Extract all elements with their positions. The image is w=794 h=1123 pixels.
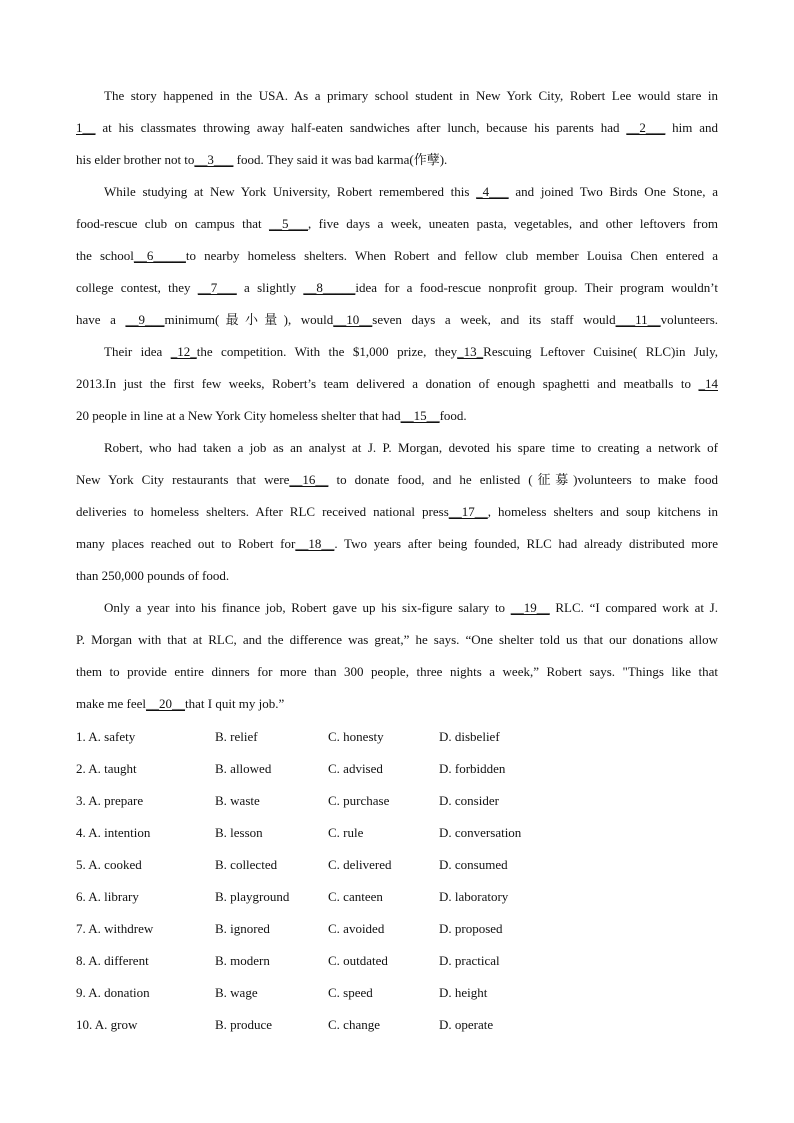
passage-text: college contest, they bbox=[76, 280, 198, 295]
passage-line bbox=[76, 214, 718, 234]
passage-text: P. Morgan with that at RLC, and the difference was great,” he says. “One shelter told us that our donations allow bbox=[76, 632, 718, 647]
option-a: 4. A. intention bbox=[76, 825, 151, 840]
answer-blank: __17__ bbox=[448, 504, 488, 519]
passage-line bbox=[76, 694, 718, 714]
answer-blank: __7___ bbox=[197, 280, 237, 295]
answer-blank: __15__ bbox=[400, 408, 440, 423]
answer-blank: __6_____ bbox=[133, 248, 186, 263]
question-row bbox=[76, 791, 718, 811]
option-b: B. modern bbox=[215, 953, 270, 968]
passage-text: RLC. “I compared work at J. bbox=[549, 600, 718, 615]
option-c: C. canteen bbox=[328, 889, 383, 904]
option-a: 8. A. different bbox=[76, 953, 149, 968]
answer-blank: ___11__ bbox=[615, 312, 661, 327]
passage-line bbox=[76, 502, 718, 522]
option-b: B. relief bbox=[215, 729, 258, 744]
passage-text: New York City restaurants that were bbox=[76, 472, 290, 487]
passage-text: minimum(最小量), would bbox=[164, 312, 334, 327]
passage-line bbox=[76, 534, 718, 554]
option-d: D. conversation bbox=[439, 825, 522, 840]
option-d: D. proposed bbox=[439, 921, 503, 936]
option-d: D. forbidden bbox=[439, 761, 506, 776]
option-a: 6. A. library bbox=[76, 889, 139, 904]
answer-blank: __5___ bbox=[269, 216, 308, 231]
passage-text: them to provide entire dinners for more than 300 people, three nights a week,” Robert says. "Things like that bbox=[76, 664, 718, 679]
question-row bbox=[76, 727, 718, 747]
passage-line bbox=[76, 374, 718, 394]
passage-line bbox=[76, 150, 718, 170]
passage-text: Rescuing Leftover Cuisine( RLC)in July, bbox=[483, 344, 718, 359]
passage-line bbox=[76, 342, 718, 362]
passage-text: Only a year into his finance job, Robert gave up his six-figure salary to bbox=[104, 600, 511, 615]
passage-line bbox=[76, 118, 718, 138]
question-row bbox=[76, 951, 718, 971]
passage-text: 20 people in line at a New York City homeless shelter that had bbox=[76, 408, 401, 423]
passage-text: his elder brother not to bbox=[76, 152, 195, 167]
passage-text: While studying at New York University, Robert remembered this bbox=[104, 184, 477, 199]
option-d: D. consider bbox=[439, 793, 499, 808]
option-b: B. collected bbox=[215, 857, 278, 872]
answer-blank: __9___ bbox=[125, 312, 165, 327]
passage-text: than 250,000 pounds of food. bbox=[76, 568, 230, 583]
question-row bbox=[76, 823, 718, 843]
passage-text: volunteers. bbox=[660, 312, 719, 327]
option-a: 3. A. prepare bbox=[76, 793, 144, 808]
option-a: 2. A. taught bbox=[76, 761, 137, 776]
option-d: D. disbelief bbox=[439, 729, 500, 744]
passage-text: The story happened in the USA. As a primary school student in New York City, Robert Lee would stare in bbox=[104, 88, 718, 103]
answer-blank: __20__ bbox=[146, 696, 186, 711]
passage-line bbox=[76, 86, 718, 106]
option-b: B. allowed bbox=[215, 761, 272, 776]
passage-text: deliveries to homeless shelters. After RLC received national press bbox=[76, 504, 449, 519]
passage-line bbox=[76, 630, 718, 650]
passage-text: and joined Two Birds One Stone, a bbox=[508, 184, 718, 199]
passage-text: food-rescue club on campus that bbox=[76, 216, 269, 231]
passage-text: seven days a week, and its staff would bbox=[372, 312, 616, 327]
passage-text: , five days a week, uneaten pasta, vegetables, and other leftovers from bbox=[308, 216, 718, 231]
passage-line bbox=[76, 598, 718, 618]
passage-text: food. They said it was bad karma(作孽). bbox=[233, 152, 448, 167]
passage-text: Robert, who had taken a job as an analyst at J. P. Morgan, devoted his spare time to creating a network of bbox=[104, 440, 718, 455]
passage-line bbox=[76, 310, 718, 330]
passage-line bbox=[76, 406, 718, 426]
passage-text: a slightly bbox=[236, 280, 304, 295]
passage-text: that I quit my job.” bbox=[185, 696, 285, 711]
passage-text: many places reached out to Robert for bbox=[76, 536, 296, 551]
option-c: C. speed bbox=[328, 985, 373, 1000]
passage-line bbox=[76, 182, 718, 202]
option-a: 1. A. safety bbox=[76, 729, 136, 744]
answer-blank: __10__ bbox=[333, 312, 373, 327]
option-c: C. outdated bbox=[328, 953, 388, 968]
passage-text: . Two years after being founded, RLC had already distributed more bbox=[334, 536, 718, 551]
option-b: B. waste bbox=[215, 793, 260, 808]
answer-blank: _14 bbox=[698, 376, 718, 391]
answer-blank: __19__ bbox=[510, 600, 550, 615]
passage-text: make me feel bbox=[76, 696, 147, 711]
passage-text: idea for a food-rescue nonprofit group. Their program wouldn’t bbox=[355, 280, 718, 295]
question-row bbox=[76, 887, 718, 907]
option-a: 10. A. grow bbox=[76, 1017, 138, 1032]
passage-text: have a bbox=[76, 312, 126, 327]
passage-line bbox=[76, 278, 718, 298]
option-a: 9. A. donation bbox=[76, 985, 150, 1000]
passage-text: the competition. With the $1,000 prize, they bbox=[196, 344, 458, 359]
option-c: C. avoided bbox=[328, 921, 385, 936]
passage-text: the school bbox=[76, 248, 134, 263]
option-b: B. ignored bbox=[215, 921, 270, 936]
answer-blank: 1__ bbox=[76, 120, 96, 135]
passage-line bbox=[76, 662, 718, 682]
question-row bbox=[76, 919, 718, 939]
passage-text: at his classmates throwing away half-eaten sandwiches after lunch, because his parents had bbox=[95, 120, 627, 135]
answer-blank: __2___ bbox=[626, 120, 666, 135]
passage-text: , homeless shelters and soup kitchens in bbox=[487, 504, 718, 519]
option-d: D. consumed bbox=[439, 857, 508, 872]
answer-blank: __3___ bbox=[194, 152, 234, 167]
question-row bbox=[76, 1015, 718, 1035]
option-c: C. rule bbox=[328, 825, 364, 840]
option-b: B. playground bbox=[215, 889, 290, 904]
option-c: C. honesty bbox=[328, 729, 384, 744]
option-c: C. change bbox=[328, 1017, 380, 1032]
passage-line bbox=[76, 470, 718, 490]
option-d: D. height bbox=[439, 985, 488, 1000]
question-row bbox=[76, 759, 718, 779]
option-c: C. advised bbox=[328, 761, 383, 776]
option-d: D. laboratory bbox=[439, 889, 509, 904]
passage-line bbox=[76, 566, 718, 586]
answer-blank: _12_ bbox=[170, 344, 197, 359]
passage-text: food. bbox=[439, 408, 467, 423]
option-c: C. purchase bbox=[328, 793, 390, 808]
passage-text: to donate food, and he enlisted (征募)volunteers to make food bbox=[328, 472, 718, 487]
question-row bbox=[76, 983, 718, 1003]
answer-blank: __16__ bbox=[289, 472, 329, 487]
option-a: 7. A. withdrew bbox=[76, 921, 154, 936]
option-d: D. practical bbox=[439, 953, 500, 968]
passage-text: Their idea bbox=[104, 344, 171, 359]
passage-line bbox=[76, 438, 718, 458]
answer-blank: __8_____ bbox=[303, 280, 356, 295]
passage-text: 2013.In just the first few weeks, Robert’s team delivered a donation of enough spaghetti and meatballs to bbox=[76, 376, 699, 391]
passage-line bbox=[76, 246, 718, 266]
option-b: B. lesson bbox=[215, 825, 263, 840]
option-a: 5. A. cooked bbox=[76, 857, 142, 872]
answer-blank: _4___ bbox=[476, 184, 509, 199]
option-c: C. delivered bbox=[328, 857, 392, 872]
option-b: B. wage bbox=[215, 985, 258, 1000]
answer-blank: __18__ bbox=[295, 536, 335, 551]
option-b: B. produce bbox=[215, 1017, 273, 1032]
answer-blank: _13_ bbox=[457, 344, 484, 359]
option-d: D. operate bbox=[439, 1017, 494, 1032]
passage-text: him and bbox=[665, 120, 718, 135]
passage-text: to nearby homeless shelters. When Robert and fellow club member Louisa Chen entered a bbox=[185, 248, 718, 263]
question-row bbox=[76, 855, 718, 875]
